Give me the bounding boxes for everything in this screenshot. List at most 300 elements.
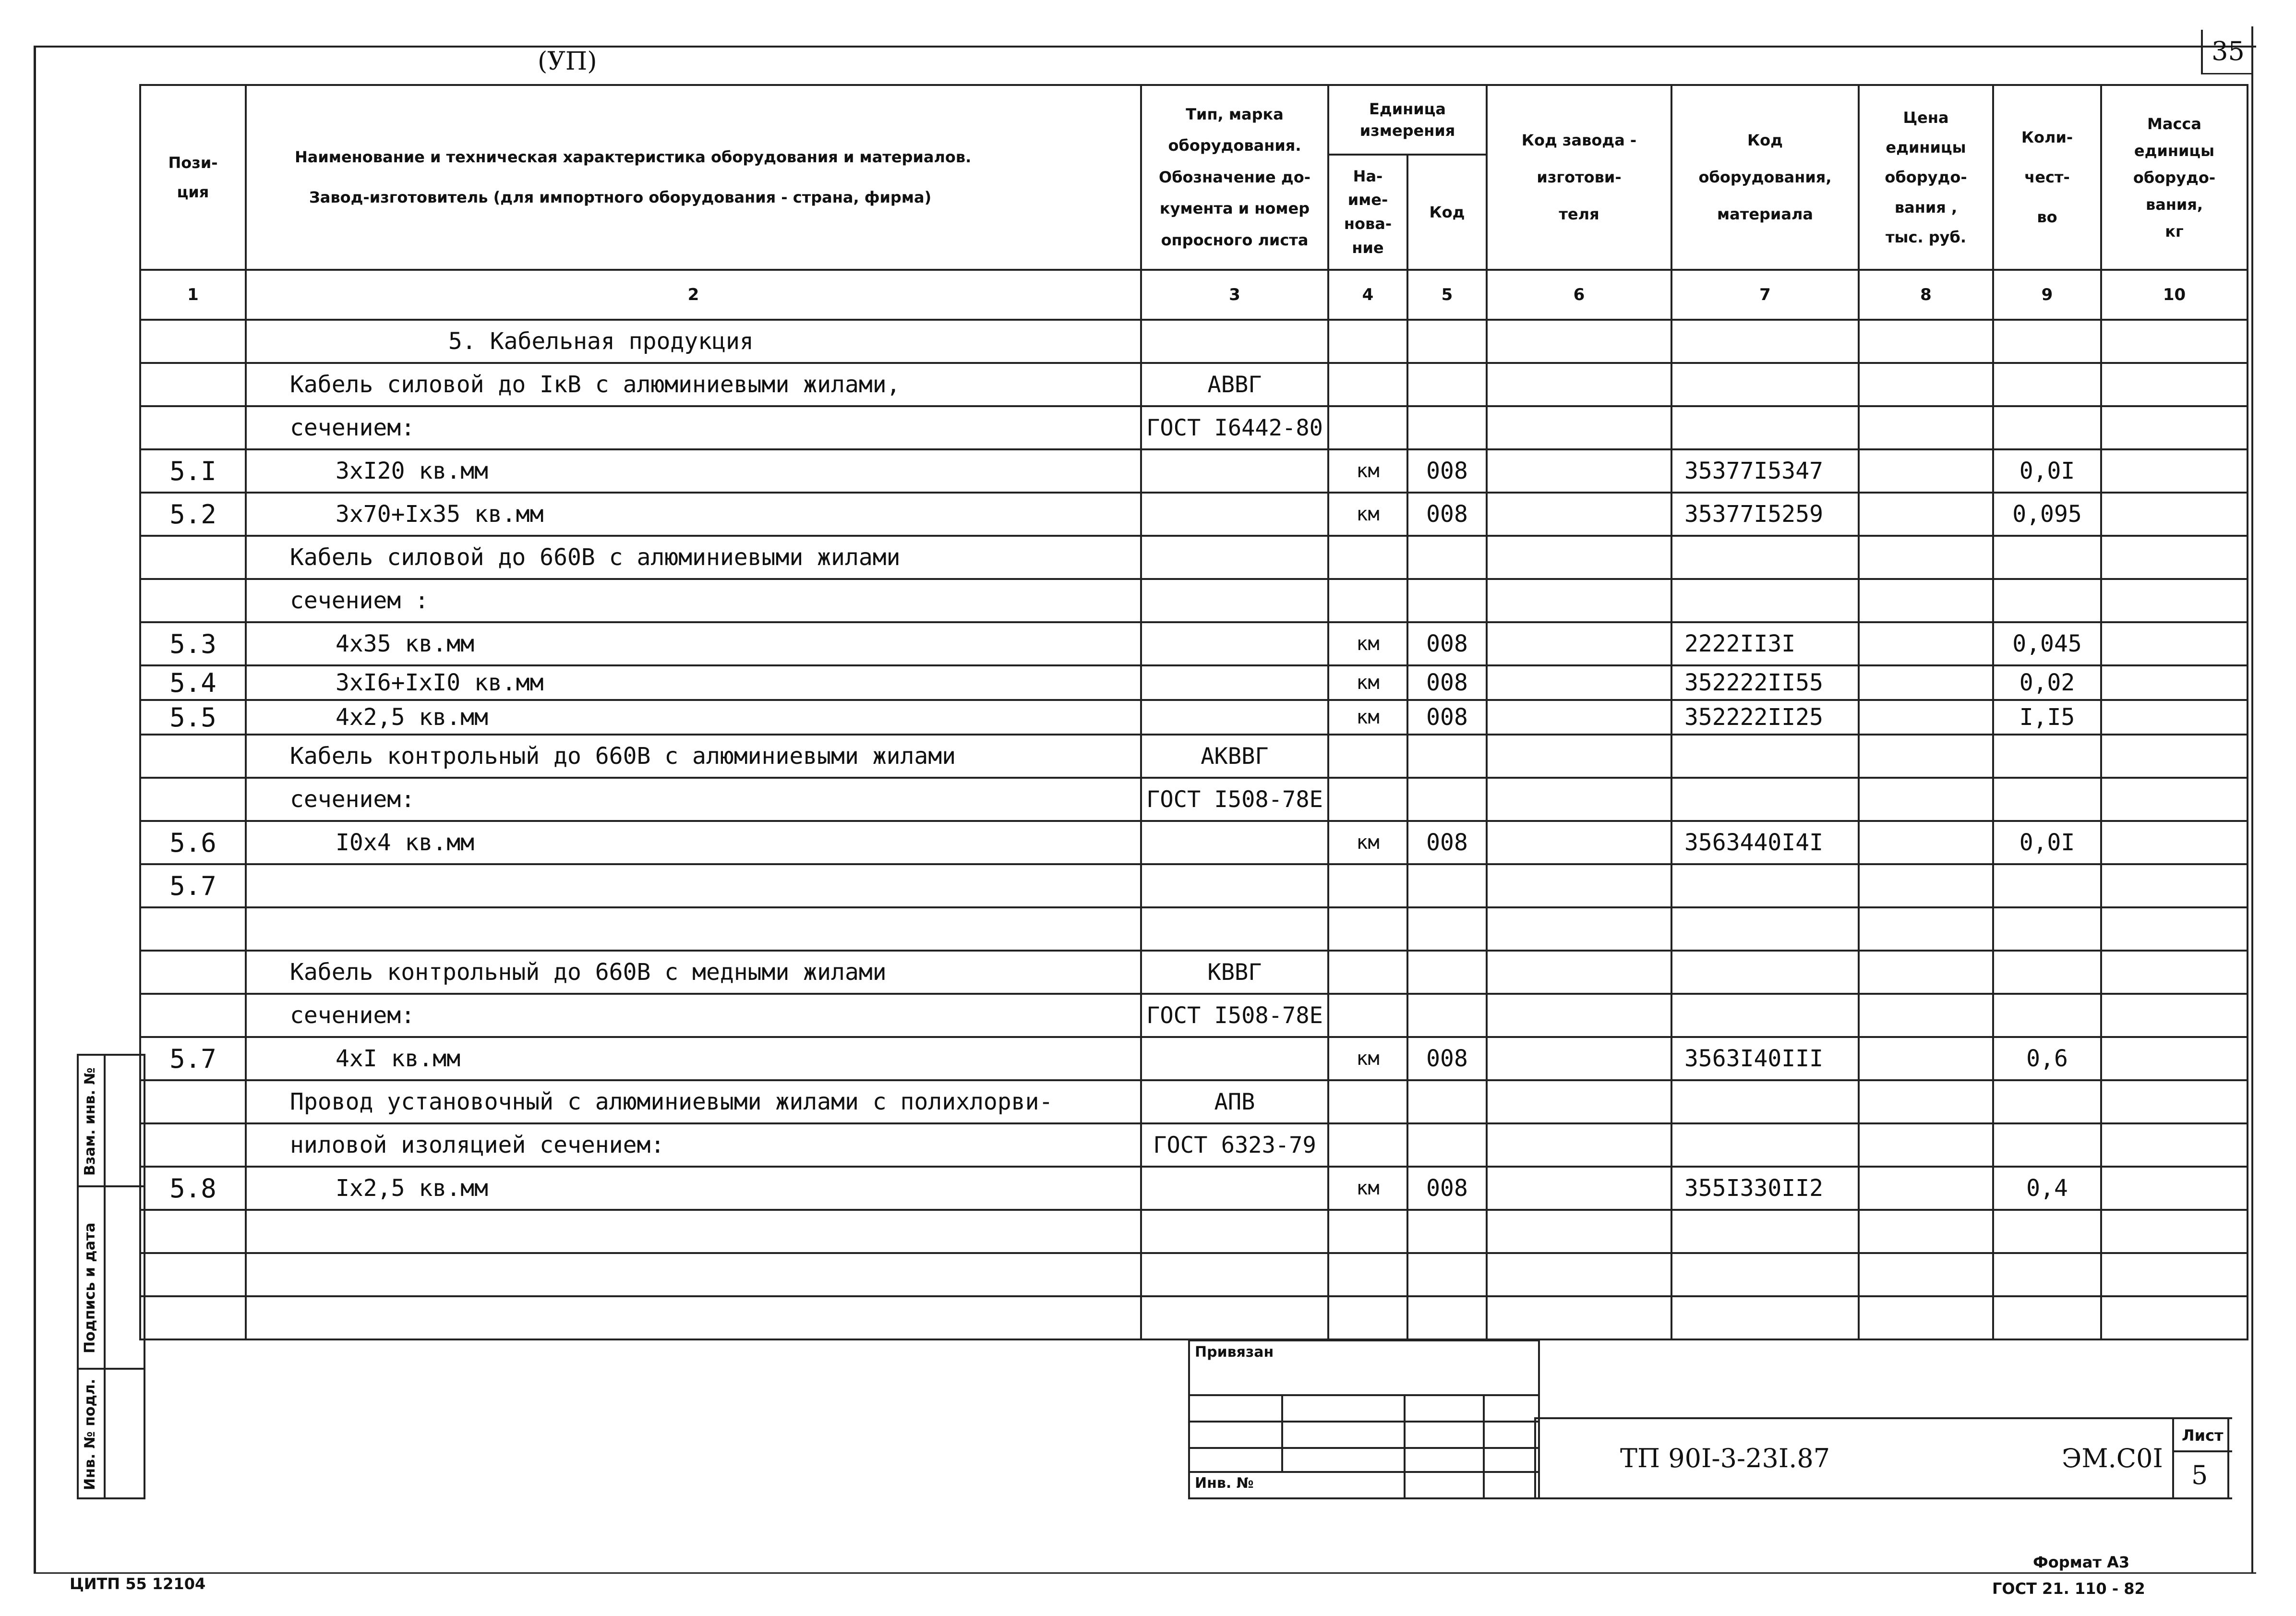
mass-cell [2101,1080,2248,1123]
price-cell [1859,622,1993,665]
unit-code-cell [1407,536,1487,579]
gost-label: ГОСТ 21. 110 - 82 [1992,1580,2145,1598]
quantity-cell: 0,045 [1993,622,2101,665]
unit-code-cell [1407,363,1487,406]
price-cell [1859,665,1993,700]
unit-name-cell [1328,406,1407,449]
factory-code-cell [1487,1210,1671,1253]
header-unit-name: На- име- нова- ние [1328,155,1407,270]
type-cell: ГОСТ I508-78Е [1141,994,1328,1037]
position-cell [140,1210,246,1253]
name-cell: 3хI6+IхI0 кв.мм [246,665,1141,700]
material-code-cell [1671,951,1859,994]
document-mark: (УП) [538,47,597,76]
position-cell: 5.5 [140,700,246,735]
quantity-cell [1993,320,2101,363]
mass-cell [2101,1123,2248,1167]
header-name: Наименование и техническая характеристика оборудования и материалов. Завод-изготовитель (для импортного оборудования - страна, фирма) [246,85,1141,270]
frame-top-line [34,46,2256,48]
quantity-cell [1993,864,2101,907]
quantity-cell [1993,1253,2101,1296]
header-price: Цена единицы оборудо- вания , тыс. руб. [1859,85,1993,270]
document-code: ЭМ.С0I [2062,1443,2163,1473]
material-code-cell [1671,994,1859,1037]
table-row [140,864,2248,907]
name-cell: 5. Кабельная продукция [246,320,1141,363]
unit-code-cell [1407,320,1487,363]
quantity-cell [1993,1296,2101,1339]
name-cell: Кабель контрольный до 660В с медными жилами [246,951,1141,994]
type-cell: АПВ [1141,1080,1328,1123]
type-cell [1141,1167,1328,1210]
table-row [140,363,2248,406]
price-cell [1859,1253,1993,1296]
material-code-cell [1671,1253,1859,1296]
quantity-cell [1993,735,2101,778]
mass-cell [2101,1210,2248,1253]
position-cell [140,363,246,406]
stamp-line [1404,1394,1406,1497]
price-cell [1859,864,1993,907]
quantity-cell: 0,6 [1993,1037,2101,1080]
unit-name-cell [1328,1296,1407,1339]
position-cell [140,579,246,622]
position-cell: 5.7 [140,1037,246,1080]
column-number: 7 [1671,270,1859,320]
price-cell [1859,320,1993,363]
mass-cell [2101,665,2248,700]
table-row [140,1167,2248,1210]
material-code-cell [1671,1123,1859,1167]
material-code-cell [1671,735,1859,778]
price-cell [1859,363,1993,406]
type-cell [1141,1037,1328,1080]
quantity-cell: 0,02 [1993,665,2101,700]
column-number: 5 [1407,270,1487,320]
unit-code-cell [1407,951,1487,994]
mass-cell [2101,406,2248,449]
factory-code-cell [1487,994,1671,1037]
table-row [140,700,2248,735]
quantity-cell [1993,994,2101,1037]
type-cell [1141,864,1328,907]
table-row [140,493,2248,536]
mass-cell [2101,864,2248,907]
price-cell [1859,1037,1993,1080]
table-row [140,1123,2248,1167]
header-unit-code: Код [1407,155,1487,270]
side-stamp-divider [79,1368,144,1370]
unit-code-cell [1407,1210,1487,1253]
factory-code-cell [1487,536,1671,579]
material-code-cell [1671,907,1859,951]
unit-code-cell: 008 [1407,821,1487,864]
unit-name-cell [1328,907,1407,951]
unit-name-cell [1328,994,1407,1037]
title-block [1534,1417,2232,1499]
factory-code-cell [1487,579,1671,622]
table-row [140,951,2248,994]
unit-name-cell: км [1328,1037,1407,1080]
unit-code-cell: 008 [1407,493,1487,536]
name-cell: сечением: [246,406,1141,449]
mass-cell [2101,735,2248,778]
material-code-cell: 352222II55 [1671,665,1859,700]
unit-code-cell [1407,778,1487,821]
unit-name-cell [1328,363,1407,406]
material-code-cell: 355I330II2 [1671,1167,1859,1210]
table-row [140,1253,2248,1296]
unit-name-cell: км [1328,700,1407,735]
type-cell: ГОСТ I508-78Е [1141,778,1328,821]
type-cell [1141,1296,1328,1339]
factory-code-cell [1487,1253,1671,1296]
position-cell: 5.8 [140,1167,246,1210]
price-cell [1859,1080,1993,1123]
name-cell: Iх2,5 кв.мм [246,1167,1141,1210]
material-code-cell: 3563440I4I [1671,821,1859,864]
factory-code-cell [1487,700,1671,735]
material-code-cell [1671,579,1859,622]
document-number: ТП 90I-3-23I.87 [1620,1443,1830,1473]
stamp-line [1190,1447,1538,1449]
side-stamp-vzam-label: Взам. инв. № [82,1067,98,1176]
unit-name-cell: км [1328,665,1407,700]
unit-name-cell [1328,536,1407,579]
table-row [140,1037,2248,1080]
quantity-cell [1993,951,2101,994]
unit-name-cell [1328,778,1407,821]
price-cell [1859,1123,1993,1167]
position-cell [140,951,246,994]
table-row [140,821,2248,864]
mass-cell [2101,1037,2248,1080]
unit-code-cell [1407,1296,1487,1339]
name-cell [246,1253,1141,1296]
table-row [140,994,2248,1037]
side-stamp [77,1054,145,1499]
column-numbers-row [140,270,2248,320]
unit-code-cell [1407,994,1487,1037]
sheet-number: 35 [2201,30,2253,74]
quantity-cell: 0,0I [1993,821,2101,864]
factory-code-cell [1487,1167,1671,1210]
table-row [140,665,2248,700]
table-row [140,536,2248,579]
header-unit-group: Единица измерения [1328,85,1487,155]
table-row [140,622,2248,665]
name-cell: 4х35 кв.мм [246,622,1141,665]
factory-code-cell [1487,821,1671,864]
mass-cell [2101,449,2248,493]
column-number: 2 [246,270,1141,320]
price-cell [1859,778,1993,821]
unit-name-cell: км [1328,821,1407,864]
material-code-cell [1671,1080,1859,1123]
quantity-cell: I,I5 [1993,700,2101,735]
mass-cell [2101,622,2248,665]
mass-cell [2101,778,2248,821]
table-row [140,1080,2248,1123]
column-number: 4 [1328,270,1407,320]
unit-name-cell [1328,1080,1407,1123]
table-row [140,320,2248,363]
specification-table [139,84,2248,1340]
position-cell: 5.6 [140,821,246,864]
name-cell: Провод установочный с алюминиевыми жилами с полихлорви- [246,1080,1141,1123]
unit-name-cell [1328,1210,1407,1253]
unit-code-cell: 008 [1407,665,1487,700]
type-cell [1141,536,1328,579]
price-cell [1859,735,1993,778]
header-mass: Масса единицы оборудо- вания, кг [2101,85,2248,270]
material-code-cell [1671,864,1859,907]
unit-code-cell: 008 [1407,1037,1487,1080]
binding-label: Привязан [1195,1344,1274,1361]
mass-cell [2101,1296,2248,1339]
name-cell: 3х70+Iх35 кв.мм [246,493,1141,536]
unit-code-cell [1407,1253,1487,1296]
name-cell: сечением: [246,994,1141,1037]
factory-code-cell [1487,1037,1671,1080]
material-code-cell [1671,1296,1859,1339]
unit-name-cell [1328,951,1407,994]
quantity-cell [1993,579,2101,622]
column-number: 1 [140,270,246,320]
position-cell [140,1296,246,1339]
type-cell [1141,1210,1328,1253]
table-row [140,579,2248,622]
unit-name-cell [1328,579,1407,622]
factory-code-cell [1487,907,1671,951]
column-number: 10 [2101,270,2248,320]
quantity-cell [1993,907,2101,951]
price-cell [1859,907,1993,951]
table-row [140,449,2248,493]
price-cell [1859,536,1993,579]
material-code-cell: 35377I5259 [1671,493,1859,536]
table-row [140,907,2248,951]
position-cell [140,320,246,363]
position-cell: 5.7 [140,864,246,907]
column-number: 3 [1141,270,1328,320]
type-cell [1141,493,1328,536]
type-cell [1141,1253,1328,1296]
footer-code: ЦИТП 55 12104 [70,1575,206,1593]
price-cell [1859,821,1993,864]
unit-code-cell [1407,406,1487,449]
mass-cell [2101,700,2248,735]
unit-code-cell: 008 [1407,622,1487,665]
type-cell: ГОСТ 6323-79 [1141,1123,1328,1167]
factory-code-cell [1487,493,1671,536]
position-cell: 5.3 [140,622,246,665]
unit-name-cell [1328,735,1407,778]
factory-code-cell [1487,864,1671,907]
table-row [140,1296,2248,1339]
title-block-right-edge [2227,1417,2229,1497]
table-row [140,735,2248,778]
type-cell [1141,622,1328,665]
price-cell [1859,493,1993,536]
unit-name-cell: км [1328,493,1407,536]
stamp-line [1483,1394,1485,1497]
name-cell: сечением : [246,579,1141,622]
stamp-line [1281,1394,1283,1471]
sheet-value: 5 [2191,1460,2208,1490]
unit-code-cell [1407,1080,1487,1123]
price-cell [1859,1167,1993,1210]
mass-cell [2101,363,2248,406]
unit-name-cell: км [1328,449,1407,493]
material-code-cell: 352222II25 [1671,700,1859,735]
title-block-line [2172,1419,2174,1497]
type-cell: КВВГ [1141,951,1328,994]
price-cell [1859,1210,1993,1253]
factory-code-cell [1487,778,1671,821]
position-cell [140,536,246,579]
position-cell [140,406,246,449]
mass-cell [2101,493,2248,536]
quantity-cell [1993,363,2101,406]
type-cell [1141,700,1328,735]
table-row [140,406,2248,449]
frame-right-line [2251,26,2253,1572]
type-cell [1141,449,1328,493]
position-cell [140,1253,246,1296]
material-code-cell [1671,320,1859,363]
type-cell [1141,907,1328,951]
factory-code-cell [1487,406,1671,449]
quantity-cell [1993,1080,2101,1123]
name-cell: Кабель силовой до 660В с алюминиевыми жилами [246,536,1141,579]
column-number: 6 [1487,270,1671,320]
name-cell: ниловой изоляцией сечением: [246,1123,1141,1167]
name-cell: I0х4 кв.мм [246,821,1141,864]
specification-body [140,320,2248,1339]
type-cell [1141,320,1328,363]
price-cell [1859,406,1993,449]
frame-bottom-line [34,1572,2256,1574]
quantity-cell [1993,406,2101,449]
unit-name-cell [1328,864,1407,907]
stamp-line [1190,1394,1538,1396]
factory-code-cell [1487,1296,1671,1339]
stamp-line [1190,1421,1538,1423]
material-code-cell [1671,406,1859,449]
inventory-label: Инв. № [1195,1475,1254,1492]
mass-cell [2101,821,2248,864]
unit-code-cell [1407,579,1487,622]
quantity-cell [1993,1123,2101,1167]
unit-code-cell: 008 [1407,449,1487,493]
material-code-cell [1671,536,1859,579]
unit-code-cell [1407,735,1487,778]
price-cell [1859,449,1993,493]
unit-name-cell: км [1328,1167,1407,1210]
unit-name-cell [1328,320,1407,363]
position-cell [140,907,246,951]
quantity-cell [1993,1210,2101,1253]
header-factory-code: Код завода - изготови- теля [1487,85,1671,270]
position-cell [140,778,246,821]
quantity-cell: 0,0I [1993,449,2101,493]
name-cell: 4хI кв.мм [246,1037,1141,1080]
unit-code-cell: 008 [1407,1167,1487,1210]
column-number: 9 [1993,270,2101,320]
name-cell [246,907,1141,951]
factory-code-cell [1487,735,1671,778]
factory-code-cell [1487,1123,1671,1167]
type-cell [1141,821,1328,864]
mass-cell [2101,1167,2248,1210]
side-stamp-inv-label: Инв. № подл. [82,1378,98,1490]
mass-cell [2101,1253,2248,1296]
material-code-cell: 3563I40III [1671,1037,1859,1080]
unit-code-cell: 008 [1407,700,1487,735]
factory-code-cell [1487,622,1671,665]
name-cell: сечением: [246,778,1141,821]
material-code-cell [1671,363,1859,406]
format-label: Формат А3 [2033,1553,2130,1571]
name-cell: Кабель силовой до IкВ с алюминиевыми жилами, [246,363,1141,406]
column-number: 8 [1859,270,1993,320]
price-cell [1859,1296,1993,1339]
unit-code-cell [1407,907,1487,951]
sheet-label: Лист [2182,1426,2224,1445]
quantity-cell [1993,778,2101,821]
header-type: Тип, марка оборудования. Обозначение до- кумента и номер опросного листа [1141,85,1328,270]
table-row [140,778,2248,821]
price-cell [1859,994,1993,1037]
material-code-cell [1671,1210,1859,1253]
name-cell: Кабель контрольный до 660В с алюминиевыми жилами [246,735,1141,778]
material-code-cell: 35377I5347 [1671,449,1859,493]
position-cell [140,735,246,778]
unit-name-cell: км [1328,622,1407,665]
name-cell: 3хI20 кв.мм [246,449,1141,493]
price-cell [1859,579,1993,622]
factory-code-cell [1487,320,1671,363]
name-cell [246,864,1141,907]
name-cell [246,1210,1141,1253]
unit-name-cell [1328,1253,1407,1296]
type-cell: АВВГ [1141,363,1328,406]
name-cell [246,1296,1141,1339]
unit-code-cell [1407,1123,1487,1167]
title-block-line [2172,1450,2232,1452]
binding-stamp [1188,1339,1540,1499]
type-cell [1141,665,1328,700]
type-cell [1141,579,1328,622]
side-stamp-divider [79,1185,144,1187]
factory-code-cell [1487,449,1671,493]
header-quantity: Коли- чест- во [1993,85,2101,270]
factory-code-cell [1487,363,1671,406]
position-cell: 5.I [140,449,246,493]
factory-code-cell [1487,951,1671,994]
factory-code-cell [1487,665,1671,700]
quantity-cell: 0,095 [1993,493,2101,536]
table-row [140,1210,2248,1253]
quantity-cell: 0,4 [1993,1167,2101,1210]
quantity-cell [1993,536,2101,579]
factory-code-cell [1487,1080,1671,1123]
position-cell: 5.4 [140,665,246,700]
unit-code-cell [1407,864,1487,907]
mass-cell [2101,994,2248,1037]
name-cell: 4х2,5 кв.мм [246,700,1141,735]
